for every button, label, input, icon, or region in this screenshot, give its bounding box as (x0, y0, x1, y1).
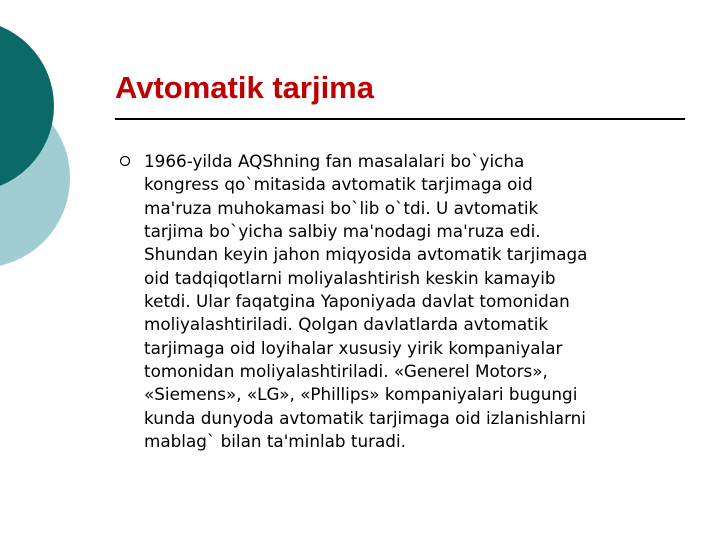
slide-title: Avtomatik tarjima (115, 70, 374, 105)
title-underline (115, 118, 685, 120)
slide-body-paragraph: 1966-yilda AQShning fan masalalari bo`yicha kongress qo`mitasida avtomatik tarjimaga oid ma'ruza muhokamasi bo`lib o`tdi. U avtomatik tarjima bo`yicha salbiy ma'nodagi ma'ruza edi. Shundan keyin jahon miqyosida avtomatik tarjimaga oid tadqiqotlarni moliyalashtirish keskin kamayib ketdi. Ular faqatgina Yaponiyada davlat tomonidan moliyalashtiriladi. Qolgan davlatlarda avtomatik tarjimaga oid loyihalar xususiy yirik kompaniyalar tomonidan moliyalashtiriladi. «Generel Motors», «Siemens», «LG», «Phillips» kompaniyalari bugungi kunda dunyoda avtomatik tarjimaga oid izlanishlarni mablag` bilan ta'minlab turadi. (144, 151, 588, 452)
decorative-circles (0, 0, 120, 300)
hollow-circle-bullet-icon (117, 153, 133, 169)
